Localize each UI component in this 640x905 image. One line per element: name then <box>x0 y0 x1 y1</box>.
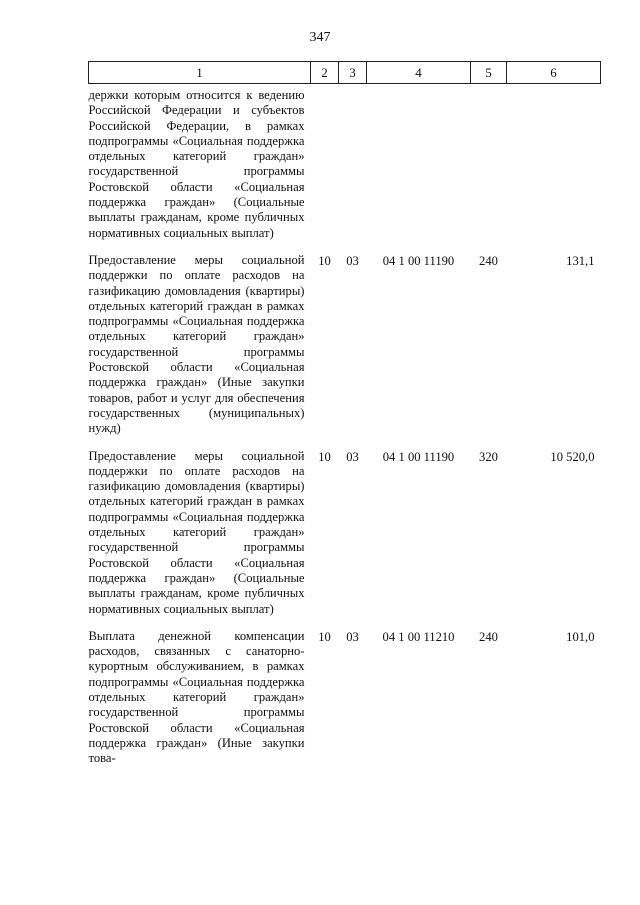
row-section <box>311 84 339 247</box>
header-col-6: 6 <box>507 62 601 84</box>
header-col-4: 4 <box>367 62 471 84</box>
header-col-5: 5 <box>471 62 507 84</box>
row-description: держки которым относится к ведению Российской Федерации и субъектов Российской Федерации, в рамках подпрограммы «Социальная поддержка отдельных категорий граждан» государственной программы Ростовской области «Социальная поддержка граждан» (Социальные выплаты гражданам, кроме публичных нормативных социальных выплат) <box>88 88 305 240</box>
table-row <box>89 84 601 247</box>
row-target: 04 1 00 11190 <box>382 253 455 268</box>
table-row <box>89 443 601 623</box>
row-amount: 131,1 <box>566 253 595 268</box>
row-type: 240 <box>479 253 498 268</box>
row-amount: 10 520,0 <box>550 449 595 464</box>
table-body <box>89 84 601 773</box>
row-subsection: 03 <box>346 629 359 644</box>
row-subsection <box>339 84 367 247</box>
header-row <box>89 62 601 84</box>
page-number: 347 <box>309 30 331 45</box>
row-description: Выплата денежной компенсации расходов, связанных с санаторно-курортным обслуживанием, в рамках подпрограммы «Социальная поддержка отдельных категорий граждан» государственной программы Ростовской области «Социальная поддержка граждан» (Иные закупки това- <box>88 628 305 766</box>
row-section: 10 <box>318 449 331 464</box>
row-amount: 101,0 <box>566 629 595 644</box>
table-row <box>89 623 601 773</box>
row-amount <box>507 84 601 247</box>
row-type <box>471 84 507 247</box>
row-subsection: 03 <box>346 253 359 268</box>
header-col-3: 3 <box>339 62 367 84</box>
row-target <box>367 84 471 247</box>
header-col-1: 1 <box>89 62 311 84</box>
row-type: 320 <box>479 449 498 464</box>
row-subsection: 03 <box>346 449 359 464</box>
table-row <box>89 247 601 443</box>
budget-table <box>88 61 601 772</box>
row-description: Предоставление меры социальной поддержки по оплате расходов на газификацию домовладения (квартиры) отдельных категорий граждан в рамках подпрограммы «Социальная поддержка отдельных категорий граждан» государственной программы Ростовской области «Социальная поддержка граждан» (Иные закупки товаров, работ и услуг для обеспечения государственных (муниципальных) нужд) <box>88 252 305 436</box>
row-section: 10 <box>318 629 331 644</box>
table-header <box>89 62 601 84</box>
row-target: 04 1 00 11190 <box>382 449 455 464</box>
row-target: 04 1 00 11210 <box>382 629 455 644</box>
header-col-2: 2 <box>311 62 339 84</box>
row-section: 10 <box>318 253 331 268</box>
row-description: Предоставление меры социальной поддержки по оплате расходов на газификацию домовладения (квартиры) отдельных категорий граждан в рамках подпрограммы «Социальная поддержка отдельных категорий граждан» государственной программы Ростовской области «Социальная поддержка граждан» (Социальные выплаты гражданам, кроме публичных нормативных социальных выплат) <box>88 448 305 616</box>
row-type: 240 <box>479 629 498 644</box>
